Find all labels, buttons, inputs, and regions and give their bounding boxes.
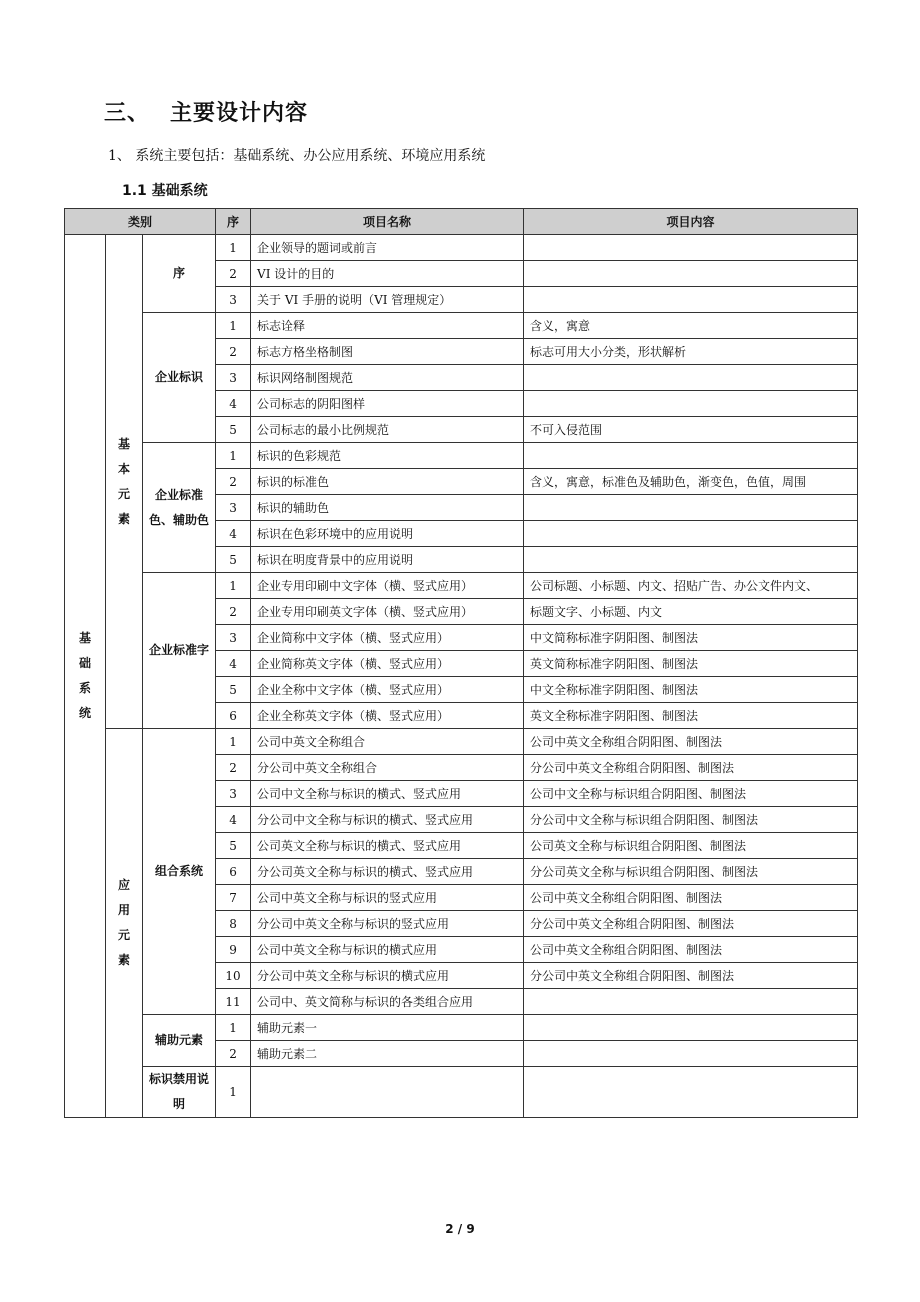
item-name-cell: 标志方格坐格制图 — [251, 339, 524, 365]
seq-cell: 1 — [216, 1015, 251, 1041]
item-name-cell: 标识在明度背景中的应用说明 — [251, 547, 524, 573]
seq-cell: 2 — [216, 469, 251, 495]
item-content-cell: 英文全称标准字阴阳图、制图法 — [524, 703, 858, 729]
seq-cell: 2 — [216, 1041, 251, 1067]
item-content-cell: 公司中文全称与标识组合阴阳图、制图法 — [524, 781, 858, 807]
seq-cell: 11 — [216, 989, 251, 1015]
seq-cell: 8 — [216, 911, 251, 937]
item-content-cell: 不可入侵范围 — [524, 417, 858, 443]
seq-cell: 10 — [216, 963, 251, 989]
seq-cell: 7 — [216, 885, 251, 911]
item-content-cell — [524, 235, 858, 261]
vi-items-table — [64, 208, 858, 1118]
table-row — [65, 1067, 858, 1118]
seq-cell: 3 — [216, 365, 251, 391]
category-level1-label: 基础系统 — [78, 631, 91, 720]
seq-cell: 4 — [216, 651, 251, 677]
item-name-cell: 公司中英文全称组合 — [251, 729, 524, 755]
item-content-cell: 含义，寓意 — [524, 313, 858, 339]
item-name-cell: 公司标志的最小比例规范 — [251, 417, 524, 443]
category-level2-label: 基本元素 — [117, 436, 130, 526]
item-content-cell: 分公司中文全称与标识组合阴阳图、制图法 — [524, 807, 858, 833]
item-name-cell: 标识的色彩规范 — [251, 443, 524, 469]
item-content-cell — [524, 989, 858, 1015]
item-name-cell: 分公司中英文全称与标识的横式应用 — [251, 963, 524, 989]
table-header-row — [65, 209, 858, 235]
intro-paragraph: 1、 系统主要包括：基础系统、办公应用系统、环境应用系统 — [108, 148, 486, 164]
item-name-cell: 标识在色彩环境中的应用说明 — [251, 521, 524, 547]
page-number: 2 / 9 — [445, 1222, 475, 1236]
seq-cell: 6 — [216, 703, 251, 729]
header-seq: 序 — [216, 209, 251, 235]
table-row — [65, 729, 858, 755]
item-content-cell — [524, 287, 858, 313]
category-level1-cell — [65, 235, 106, 1118]
item-content-cell: 英文简称标准字阴阳图、制图法 — [524, 651, 858, 677]
item-name-cell: 辅助元素一 — [251, 1015, 524, 1041]
item-content-cell: 公司英文全称与标识组合阴阳图、制图法 — [524, 833, 858, 859]
item-content-cell — [524, 495, 858, 521]
section-heading — [104, 96, 308, 127]
seq-cell: 1 — [216, 729, 251, 755]
item-content-cell: 中文全称标准字阴阳图、制图法 — [524, 677, 858, 703]
seq-cell: 5 — [216, 417, 251, 443]
seq-cell: 5 — [216, 677, 251, 703]
seq-cell: 3 — [216, 495, 251, 521]
subcategory-cell: 序 — [143, 235, 216, 313]
item-content-cell: 标志可用大小分类，形状解析 — [524, 339, 858, 365]
item-name-cell: 分公司中英文全称与标识的竖式应用 — [251, 911, 524, 937]
item-name-cell: 分公司英文全称与标识的横式、竖式应用 — [251, 859, 524, 885]
seq-cell: 1 — [216, 573, 251, 599]
seq-cell: 6 — [216, 859, 251, 885]
item-name-cell: 企业专用印刷中文字体（横、竖式应用） — [251, 573, 524, 599]
item-content-cell: 公司标题、小标题、内文、招贴广告、办公文件内文、 — [524, 573, 858, 599]
item-name-cell: 公司英文全称与标识的横式、竖式应用 — [251, 833, 524, 859]
seq-cell: 1 — [216, 1067, 251, 1118]
item-content-cell: 分公司中英文全称组合阴阳图、制图法 — [524, 963, 858, 989]
item-content-cell: 含义，寓意，标准色及辅助色，渐变色，色值，周围 — [524, 469, 858, 495]
seq-cell: 2 — [216, 261, 251, 287]
category-level2-cell — [106, 729, 143, 1118]
header-item-name: 项目名称 — [251, 209, 524, 235]
seq-cell: 2 — [216, 339, 251, 365]
item-name-cell: 关于 VI 手册的说明（VI 管理规定） — [251, 287, 524, 313]
section-number: 三、 — [104, 101, 151, 126]
item-name-cell: 分公司中英文全称组合 — [251, 755, 524, 781]
subcategory-cell: 标识禁用说明 — [143, 1067, 216, 1118]
item-name-cell: 企业全称英文字体（横、竖式应用） — [251, 703, 524, 729]
category-level2-cell — [106, 235, 143, 729]
item-content-cell — [524, 365, 858, 391]
item-content-cell — [524, 1015, 858, 1041]
seq-cell: 9 — [216, 937, 251, 963]
seq-cell: 5 — [216, 833, 251, 859]
item-name-cell: 企业简称英文字体（横、竖式应用） — [251, 651, 524, 677]
seq-cell: 3 — [216, 287, 251, 313]
item-content-cell: 中文简称标准字阴阳图、制图法 — [524, 625, 858, 651]
table-row — [65, 443, 858, 469]
item-name-cell: 公司中英文全称与标识的竖式应用 — [251, 885, 524, 911]
table-body — [65, 235, 858, 1118]
item-name-cell — [251, 1067, 524, 1118]
table-row — [65, 1015, 858, 1041]
item-name-cell: 标识的标准色 — [251, 469, 524, 495]
header-category: 类别 — [65, 209, 216, 235]
subcategory-cell: 企业标识 — [143, 313, 216, 443]
table-row — [65, 313, 858, 339]
seq-cell: 3 — [216, 625, 251, 651]
item-name-cell: 企业全称中文字体（横、竖式应用） — [251, 677, 524, 703]
item-content-cell: 分公司中英文全称组合阴阳图、制图法 — [524, 755, 858, 781]
item-content-cell: 标题文字、小标题、内文 — [524, 599, 858, 625]
seq-cell: 2 — [216, 599, 251, 625]
item-content-cell — [524, 443, 858, 469]
item-content-cell: 公司中英文全称组合阴阳图、制图法 — [524, 937, 858, 963]
item-content-cell: 分公司中英文全称组合阴阳图、制图法 — [524, 911, 858, 937]
header-item-content: 项目内容 — [524, 209, 858, 235]
seq-cell: 3 — [216, 781, 251, 807]
seq-cell: 1 — [216, 313, 251, 339]
seq-cell: 1 — [216, 443, 251, 469]
table-row — [65, 573, 858, 599]
category-level2-label: 应用元素 — [117, 878, 130, 967]
seq-cell: 5 — [216, 547, 251, 573]
item-name-cell: 企业领导的题词或前言 — [251, 235, 524, 261]
seq-cell: 4 — [216, 391, 251, 417]
item-name-cell: 标识网络制图规范 — [251, 365, 524, 391]
section-title: 主要设计内容 — [170, 101, 309, 126]
item-content-cell — [524, 1067, 858, 1118]
subcategory-cell: 企业标准色、辅助色 — [143, 443, 216, 573]
item-name-cell: 公司中英文全称与标识的横式应用 — [251, 937, 524, 963]
table-row — [65, 235, 858, 261]
subcategory-cell: 组合系统 — [143, 729, 216, 1015]
item-name-cell: 分公司中文全称与标识的横式、竖式应用 — [251, 807, 524, 833]
item-content-cell — [524, 261, 858, 287]
subcategory-cell: 辅助元素 — [143, 1015, 216, 1067]
item-name-cell: VI 设计的目的 — [251, 261, 524, 287]
item-name-cell: 标识的辅助色 — [251, 495, 524, 521]
item-content-cell — [524, 391, 858, 417]
seq-cell: 4 — [216, 521, 251, 547]
item-name-cell: 公司标志的阴阳图样 — [251, 391, 524, 417]
item-name-cell: 辅助元素二 — [251, 1041, 524, 1067]
item-content-cell: 分公司英文全称与标识组合阴阳图、制图法 — [524, 859, 858, 885]
item-content-cell — [524, 547, 858, 573]
item-name-cell: 公司中、英文简称与标识的各类组合应用 — [251, 989, 524, 1015]
item-name-cell: 公司中文全称与标识的横式、竖式应用 — [251, 781, 524, 807]
item-name-cell: 企业专用印刷英文字体（横、竖式应用） — [251, 599, 524, 625]
item-content-cell — [524, 1041, 858, 1067]
item-content-cell — [524, 521, 858, 547]
seq-cell: 2 — [216, 755, 251, 781]
seq-cell: 4 — [216, 807, 251, 833]
item-name-cell: 标志诠释 — [251, 313, 524, 339]
item-name-cell: 企业简称中文字体（横、竖式应用） — [251, 625, 524, 651]
seq-cell: 1 — [216, 235, 251, 261]
item-content-cell: 公司中英文全称组合阴阳图、制图法 — [524, 885, 858, 911]
subsection-heading: 1.1 基础系统 — [122, 183, 208, 199]
subcategory-cell: 企业标准字 — [143, 573, 216, 729]
item-content-cell: 公司中英文全称组合阴阳图、制图法 — [524, 729, 858, 755]
